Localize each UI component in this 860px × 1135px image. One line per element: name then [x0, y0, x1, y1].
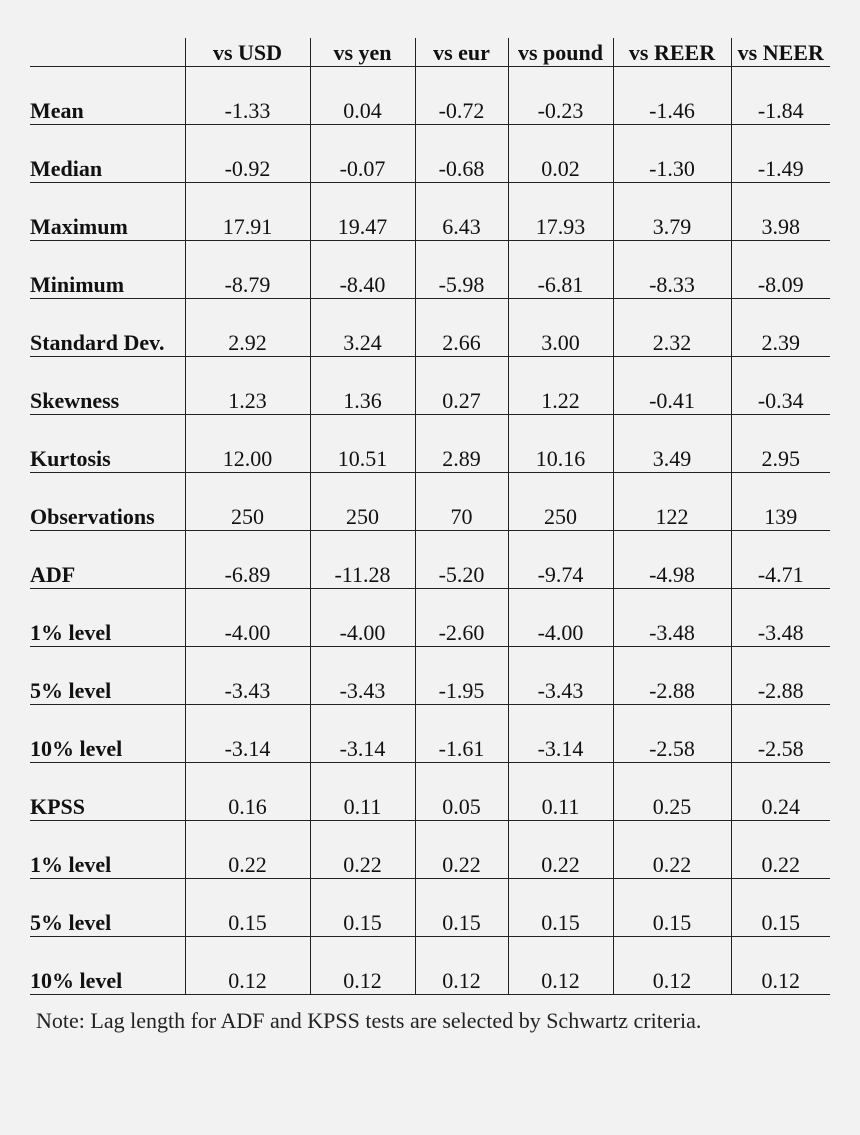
cell-vs-pound: -9.74	[508, 531, 613, 589]
row-label: Mean	[30, 67, 185, 125]
cell-vs-neer: -8.09	[731, 241, 830, 299]
cell-vs-neer: 3.98	[731, 183, 830, 241]
cell-vs-eur: 6.43	[415, 183, 508, 241]
cell-vs-pound: -4.00	[508, 589, 613, 647]
cell-vs-eur: -5.98	[415, 241, 508, 299]
cell-vs-neer: 2.39	[731, 299, 830, 357]
cell-vs-eur: -0.72	[415, 67, 508, 125]
cell-vs-reer: -2.88	[613, 647, 731, 705]
cell-vs-reer: 2.32	[613, 299, 731, 357]
cell-vs-reer: 3.79	[613, 183, 731, 241]
cell-vs-neer: 0.24	[731, 763, 830, 821]
column-header-vs-neer: vs NEER	[731, 38, 830, 67]
cell-vs-usd: 17.91	[185, 183, 310, 241]
cell-vs-eur: 0.15	[415, 879, 508, 937]
cell-vs-reer: 0.12	[613, 937, 731, 995]
table-row	[30, 763, 830, 821]
row-label: Standard Dev.	[30, 299, 185, 357]
cell-vs-reer: -2.58	[613, 705, 731, 763]
cell-vs-eur: 0.27	[415, 357, 508, 415]
table-row	[30, 821, 830, 879]
row-label: 5% level	[30, 647, 185, 705]
cell-vs-eur: -1.61	[415, 705, 508, 763]
table-row	[30, 241, 830, 299]
cell-vs-reer: -4.98	[613, 531, 731, 589]
cell-vs-eur: -2.60	[415, 589, 508, 647]
descriptive-statistics-table	[30, 38, 830, 995]
cell-vs-yen: 0.15	[310, 879, 415, 937]
cell-vs-yen: -11.28	[310, 531, 415, 589]
cell-vs-usd: -3.43	[185, 647, 310, 705]
table-row	[30, 879, 830, 937]
cell-vs-usd: -4.00	[185, 589, 310, 647]
cell-vs-reer: 0.22	[613, 821, 731, 879]
row-label: ADF	[30, 531, 185, 589]
cell-vs-yen: 0.04	[310, 67, 415, 125]
row-label: Median	[30, 125, 185, 183]
cell-vs-yen: -0.07	[310, 125, 415, 183]
cell-vs-neer: -2.88	[731, 647, 830, 705]
row-label: Minimum	[30, 241, 185, 299]
cell-vs-usd: 1.23	[185, 357, 310, 415]
cell-vs-yen: -3.43	[310, 647, 415, 705]
table-row	[30, 531, 830, 589]
table-row	[30, 125, 830, 183]
table-body	[30, 67, 830, 995]
row-label: 10% level	[30, 705, 185, 763]
cell-vs-pound: 0.12	[508, 937, 613, 995]
cell-vs-eur: 2.89	[415, 415, 508, 473]
column-header-vs-pound: vs pound	[508, 38, 613, 67]
cell-vs-eur: 0.22	[415, 821, 508, 879]
cell-vs-pound: 0.15	[508, 879, 613, 937]
cell-vs-pound: -0.23	[508, 67, 613, 125]
cell-vs-reer: -1.30	[613, 125, 731, 183]
header-corner-cell	[30, 38, 185, 67]
row-label: 1% level	[30, 589, 185, 647]
cell-vs-yen: 10.51	[310, 415, 415, 473]
table-header	[30, 38, 830, 67]
cell-vs-neer: 0.15	[731, 879, 830, 937]
column-header-vs-reer: vs REER	[613, 38, 731, 67]
cell-vs-neer: 139	[731, 473, 830, 531]
cell-vs-yen: 1.36	[310, 357, 415, 415]
cell-vs-reer: -0.41	[613, 357, 731, 415]
cell-vs-pound: -6.81	[508, 241, 613, 299]
cell-vs-yen: -8.40	[310, 241, 415, 299]
cell-vs-yen: 19.47	[310, 183, 415, 241]
cell-vs-yen: 0.22	[310, 821, 415, 879]
table-row	[30, 415, 830, 473]
table-row	[30, 705, 830, 763]
cell-vs-usd: 0.12	[185, 937, 310, 995]
cell-vs-eur: 2.66	[415, 299, 508, 357]
row-label: 10% level	[30, 937, 185, 995]
row-label: 5% level	[30, 879, 185, 937]
cell-vs-usd: -0.92	[185, 125, 310, 183]
cell-vs-yen: 250	[310, 473, 415, 531]
row-label: Skewness	[30, 357, 185, 415]
table-row	[30, 937, 830, 995]
cell-vs-neer: -1.84	[731, 67, 830, 125]
cell-vs-neer: -2.58	[731, 705, 830, 763]
cell-vs-neer: 0.12	[731, 937, 830, 995]
cell-vs-pound: -3.14	[508, 705, 613, 763]
cell-vs-usd: 0.15	[185, 879, 310, 937]
column-header-vs-eur: vs eur	[415, 38, 508, 67]
row-label: 1% level	[30, 821, 185, 879]
row-label: Observations	[30, 473, 185, 531]
row-label: Maximum	[30, 183, 185, 241]
cell-vs-pound: -3.43	[508, 647, 613, 705]
cell-vs-usd: 250	[185, 473, 310, 531]
cell-vs-eur: 0.12	[415, 937, 508, 995]
cell-vs-pound: 3.00	[508, 299, 613, 357]
cell-vs-usd: 2.92	[185, 299, 310, 357]
row-label: Kurtosis	[30, 415, 185, 473]
column-header-vs-yen: vs yen	[310, 38, 415, 67]
row-label: KPSS	[30, 763, 185, 821]
cell-vs-usd: 0.22	[185, 821, 310, 879]
cell-vs-reer: 0.25	[613, 763, 731, 821]
table-row	[30, 647, 830, 705]
table-row	[30, 357, 830, 415]
cell-vs-usd: -3.14	[185, 705, 310, 763]
cell-vs-eur: 70	[415, 473, 508, 531]
cell-vs-reer: 122	[613, 473, 731, 531]
cell-vs-yen: 3.24	[310, 299, 415, 357]
cell-vs-pound: 17.93	[508, 183, 613, 241]
statistics-table-container	[30, 38, 830, 995]
cell-vs-reer: -1.46	[613, 67, 731, 125]
cell-vs-eur: 0.05	[415, 763, 508, 821]
cell-vs-usd: 12.00	[185, 415, 310, 473]
cell-vs-eur: -0.68	[415, 125, 508, 183]
cell-vs-usd: -8.79	[185, 241, 310, 299]
cell-vs-neer: -4.71	[731, 531, 830, 589]
table-row	[30, 299, 830, 357]
cell-vs-usd: -1.33	[185, 67, 310, 125]
cell-vs-reer: -8.33	[613, 241, 731, 299]
cell-vs-neer: -3.48	[731, 589, 830, 647]
table-note: Note: Lag length for ADF and KPSS tests are selected by Schwartz criteria.	[36, 1008, 702, 1033]
table-row	[30, 473, 830, 531]
cell-vs-usd: -6.89	[185, 531, 310, 589]
cell-vs-neer: -1.49	[731, 125, 830, 183]
cell-vs-eur: -5.20	[415, 531, 508, 589]
cell-vs-reer: 3.49	[613, 415, 731, 473]
cell-vs-neer: 2.95	[731, 415, 830, 473]
cell-vs-pound: 250	[508, 473, 613, 531]
cell-vs-neer: -0.34	[731, 357, 830, 415]
cell-vs-pound: 1.22	[508, 357, 613, 415]
cell-vs-reer: 0.15	[613, 879, 731, 937]
cell-vs-neer: 0.22	[731, 821, 830, 879]
cell-vs-pound: 0.02	[508, 125, 613, 183]
cell-vs-yen: -3.14	[310, 705, 415, 763]
cell-vs-eur: -1.95	[415, 647, 508, 705]
cell-vs-pound: 0.22	[508, 821, 613, 879]
cell-vs-yen: 0.11	[310, 763, 415, 821]
table-row	[30, 183, 830, 241]
cell-vs-pound: 10.16	[508, 415, 613, 473]
column-header-vs-usd: vs USD	[185, 38, 310, 67]
header-row	[30, 38, 830, 67]
cell-vs-reer: -3.48	[613, 589, 731, 647]
table-row	[30, 589, 830, 647]
cell-vs-usd: 0.16	[185, 763, 310, 821]
cell-vs-yen: 0.12	[310, 937, 415, 995]
cell-vs-yen: -4.00	[310, 589, 415, 647]
cell-vs-pound: 0.11	[508, 763, 613, 821]
table-row	[30, 67, 830, 125]
